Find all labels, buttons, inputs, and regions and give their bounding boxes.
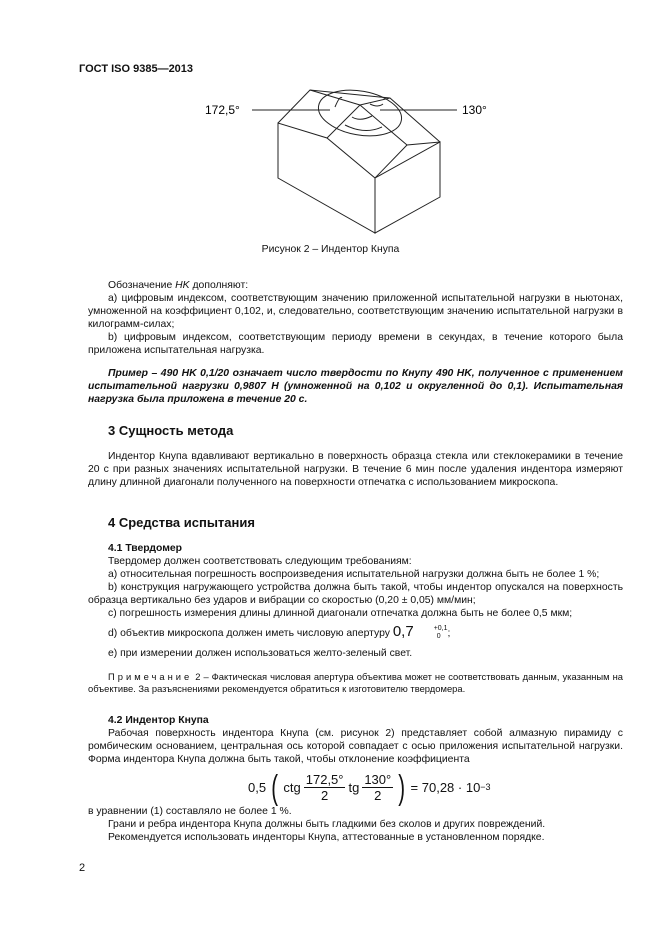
- s41-item-c: с) погрешность измерения длины длинной диагонали отпечатка должна быть не более 0,5 мкм;: [108, 608, 573, 619]
- section-4-title: 4 Средства испытания: [108, 515, 255, 530]
- angle-ellipse: [315, 84, 405, 142]
- s42-paragraph-3: Грани и ребра индентора Кнупа должны быть гладкими без сколов и других повреждений.: [108, 819, 546, 830]
- s41-intro: Твердомер должен соответствовать следующим требованиям:: [108, 556, 412, 567]
- hk-example: Пример – 490 HK 0,1/20 означает число твердости по Кнупу 490 HK, полученное с применением испытательной нагрузки 0,9807 Н (умноженной на 0,102 и округленной до 0,1). Испытательная нагрузка была приложена в течение 20 с.: [88, 368, 623, 405]
- s41-item-e: е) при измерении должен использоваться желто-зеленый свет.: [108, 648, 413, 660]
- section-4-2-title: 4.2 Индентор Кнупа: [108, 715, 209, 726]
- s42-paragraph-4: Рекомендуется использовать инденторы Кнупа, аттестованные в установленном порядке.: [108, 832, 545, 843]
- section-4-1: [88, 555, 623, 695]
- section-4-1-title: 4.1 Твердомер: [108, 543, 183, 554]
- s41-item-d: d) объектив микроскопа должен иметь числовую апертуру 0,7 +0,1 0 ;: [108, 623, 451, 641]
- section-3-text: Индентор Кнупа вдавливают вертикально в поверхность образца стекла или стеклокерамики в течение 20 с при разных значениях испытательной нагрузки. В течение 6 мин после удаления индентора измеряют длину длинной диагонали полученного на поверхности отпечатка с использованием микроскопа.: [88, 451, 623, 488]
- hk-item-a: а) цифровым индексом, соответствующим значению приложенной испытательной нагрузки в ньютонах, умноженной на коэффициент 0,102, и, следовательно, соответствующим значению испытательной нагрузки в килограмм-силах;: [88, 293, 623, 330]
- document-header: ГОСТ ISO 9385—2013: [79, 63, 194, 75]
- hk-section: [88, 279, 623, 406]
- s41-item-b: b) конструкция нагружающего устройства должна быть такой, чтобы индентор опускался на поверхность образца вертикально без ударов и вибрации со скоростью (0,20 ± 0,05) мм/мин;: [88, 582, 623, 606]
- knoop-indenter-figure: [190, 80, 490, 240]
- figure-caption: Рисунок 2 – Индентор Кнупа: [261, 244, 400, 255]
- formula-1: 0,5 ( ctg $\frac{172,5^\circ}{2}$ tg $\frac{130^\circ}{2}$ ) = 70,28 · 10 −3: [248, 768, 491, 807]
- s42-paragraph-1: Рабочая поверхность индентора Кнупа (см. рисунок 2) представляет собой алмазную пирамиду с ромбическим основанием, центральная ось которой совпадает с осью приложения испытательной нагрузки. Форма индентора Кнупа должна быть такой, чтобы отклонение коэффициента: [88, 728, 623, 765]
- s42-paragraph-2: в уравнении (1) составляло не более 1 %.: [88, 806, 292, 817]
- angle-172-label: 172,5°: [205, 103, 240, 117]
- hk-item-b: b) цифровым индексом, соответствующим периоду времени в секундах, в течение которого была приложена испытательная нагрузка.: [88, 332, 623, 356]
- hk-intro: Обозначение HK дополняют:: [108, 280, 249, 291]
- note-2: Примечание 2 – Фактическая числовая апертура объектива может не соответствовать данным, указанным на объективе. За разъяснениями рекомендуется обратиться к изготовителю твердомера.: [88, 671, 623, 695]
- left-face: [278, 123, 375, 233]
- s41-item-a: а) относительная погрешность воспроизведения испытательной нагрузки должна быть не более 1 %;: [108, 569, 600, 580]
- right-face: [375, 142, 440, 233]
- section-3-title: 3 Сущность метода: [108, 423, 234, 438]
- page-number: 2: [79, 862, 86, 874]
- s42-rest: [88, 805, 623, 844]
- angle-130-label: 130°: [462, 103, 487, 117]
